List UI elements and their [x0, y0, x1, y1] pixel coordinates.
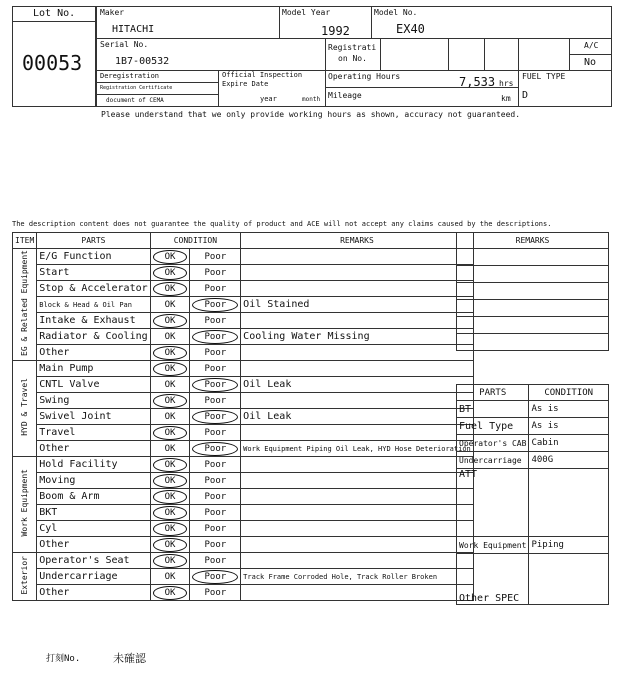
part-name: Operator's Seat — [37, 553, 150, 569]
remark-cell — [241, 489, 474, 505]
poor-option: Poor — [204, 491, 227, 502]
ac-value: No — [584, 57, 597, 68]
header-parts: PARTS — [37, 233, 150, 249]
part-name: Radiator & Cooling — [37, 329, 150, 345]
table-row — [13, 521, 474, 537]
stamp-label: 打刻No. — [46, 654, 81, 664]
part-name: BKT — [37, 505, 150, 521]
poor-circled: Poor — [192, 410, 238, 424]
header-line — [96, 38, 612, 39]
group-label — [13, 457, 37, 553]
spec-row — [457, 452, 609, 469]
mileage-label: Mileage — [328, 91, 362, 100]
serial-value: 1B7-00532 — [115, 56, 170, 67]
condition-table — [12, 232, 474, 601]
poor-circled: Poor — [192, 330, 238, 344]
right-remarks-header: REMARKS — [457, 233, 609, 249]
group-label — [13, 249, 37, 361]
poor-option: Poor — [204, 523, 227, 534]
ok-circled: OK — [153, 346, 188, 360]
condition-ok-cell — [150, 393, 190, 409]
document-cema: document of CEMA — [106, 97, 164, 104]
condition-poor-cell — [190, 553, 241, 569]
group-name: Work Equipment — [20, 469, 30, 537]
part-name: Swivel Joint — [37, 409, 150, 425]
right-remark-blank — [457, 300, 609, 317]
remark-cell: Cooling Water Missing — [241, 329, 474, 345]
poor-option: Poor — [204, 507, 227, 518]
table-row — [13, 297, 474, 313]
working-hours-note: Please understand that we only provide working hours as shown, accuracy not guaranteed. — [101, 110, 521, 119]
condition-ok-cell — [150, 441, 190, 457]
part-name: E/G Function — [37, 249, 150, 265]
right-remark-blank — [457, 317, 609, 334]
table-row — [13, 329, 474, 345]
condition-poor-cell — [190, 377, 241, 393]
spec-condition: Cabin — [529, 435, 609, 452]
table-row — [13, 537, 474, 553]
condition-ok-cell — [150, 553, 190, 569]
header-line — [448, 38, 449, 70]
part-name: Main Pump — [37, 361, 150, 377]
condition-poor-cell — [190, 505, 241, 521]
condition-ok-cell — [150, 585, 190, 601]
header-line — [380, 38, 381, 70]
part-name: Block & Head & Oil Pan — [37, 297, 150, 313]
right-remarks-table — [456, 232, 609, 351]
table-row — [13, 489, 474, 505]
header-remarks: REMARKS — [241, 233, 474, 249]
remark-cell — [241, 457, 474, 473]
right-remark-blank — [457, 283, 609, 300]
poor-circled: Poor — [192, 442, 238, 456]
table-row — [13, 281, 474, 297]
ok-circled: OK — [153, 474, 188, 488]
part-name: CNTL Valve — [37, 377, 150, 393]
condition-poor-cell — [190, 249, 241, 265]
spec-condition: As is — [529, 401, 609, 418]
operating-hours-value: 7,533 — [459, 75, 496, 89]
spec-part: Operator's CAB — [457, 435, 529, 452]
table-row — [13, 457, 474, 473]
operating-hours-label: Operating Hours — [328, 72, 401, 81]
table-row — [13, 553, 474, 569]
condition-ok-cell — [150, 345, 190, 361]
header-line — [569, 54, 612, 55]
lot-divider — [12, 21, 96, 22]
registration-certificate: Registration Certificate — [100, 85, 173, 91]
year-label: year — [260, 95, 277, 103]
table-row — [13, 249, 474, 265]
header-condition: CONDITION — [150, 233, 241, 249]
table-row — [13, 425, 474, 441]
remark-cell — [241, 585, 474, 601]
remark-cell — [241, 393, 474, 409]
condition-poor-cell — [190, 345, 241, 361]
ok-option: OK — [164, 443, 176, 454]
condition-poor-cell — [190, 313, 241, 329]
header-line — [218, 70, 219, 107]
condition-poor-cell — [190, 569, 241, 585]
part-name: Swing — [37, 393, 150, 409]
month-label: month — [302, 96, 321, 103]
ok-circled: OK — [153, 458, 188, 472]
spec-row — [457, 401, 609, 418]
spec-row — [457, 469, 609, 537]
group-label — [13, 361, 37, 457]
ok-circled: OK — [153, 426, 188, 440]
model-year-label: Model Year — [282, 8, 331, 17]
spec-condition — [529, 469, 609, 537]
spec-condition: Piping — [529, 537, 609, 554]
spec-condition — [529, 554, 609, 605]
model-no-label: Model No. — [374, 8, 418, 17]
remark-cell — [241, 265, 474, 281]
group-label — [13, 553, 37, 601]
part-name: Hold Facility — [37, 457, 150, 473]
header-line — [96, 94, 218, 95]
remark-cell — [241, 505, 474, 521]
condition-poor-cell — [190, 441, 241, 457]
remark-cell — [241, 313, 474, 329]
spec-part: Undercarriage — [457, 452, 529, 469]
remark-cell — [241, 345, 474, 361]
ok-circled: OK — [153, 250, 188, 264]
poor-option: Poor — [204, 475, 227, 486]
poor-option: Poor — [204, 427, 227, 438]
header-line — [371, 6, 372, 38]
condition-poor-cell — [190, 361, 241, 377]
table-row — [13, 313, 474, 329]
spec-parts-header: PARTS — [457, 385, 529, 401]
table-row — [13, 569, 474, 585]
ok-circled: OK — [153, 362, 188, 376]
spec-row — [457, 418, 609, 435]
poor-option: Poor — [204, 395, 227, 406]
ok-circled: OK — [153, 490, 188, 504]
header-line — [484, 38, 485, 70]
ok-option: OK — [164, 331, 176, 342]
header-item: ITEM — [13, 233, 37, 249]
condition-ok-cell — [150, 249, 190, 265]
header-line — [96, 70, 612, 71]
header-line — [96, 82, 218, 83]
ok-option: OK — [164, 299, 176, 310]
poor-option: Poor — [204, 251, 227, 262]
poor-option: Poor — [204, 267, 227, 278]
spec-row — [457, 537, 609, 554]
ok-circled: OK — [153, 554, 188, 568]
ok-option: OK — [164, 571, 176, 582]
remark-cell — [241, 553, 474, 569]
condition-poor-cell — [190, 297, 241, 313]
part-name: Other — [37, 537, 150, 553]
condition-ok-cell — [150, 265, 190, 281]
group-name: Exterior — [20, 555, 30, 595]
part-name: Stop & Accelerator — [37, 281, 150, 297]
part-name: Cyl — [37, 521, 150, 537]
right-remark-blank — [457, 334, 609, 351]
table-row — [13, 265, 474, 281]
poor-option: Poor — [204, 539, 227, 550]
maker-value: HITACHI — [112, 24, 155, 35]
condition-poor-cell — [190, 473, 241, 489]
condition-poor-cell — [190, 409, 241, 425]
condition-ok-cell — [150, 505, 190, 521]
poor-option: Poor — [204, 283, 227, 294]
lot-number: 00053 — [22, 51, 83, 75]
km-unit: km — [501, 94, 511, 103]
spec-part: Fuel Type — [457, 418, 529, 435]
spec-part: ATT — [457, 469, 529, 537]
condition-poor-cell — [190, 393, 241, 409]
spec-row — [457, 435, 609, 452]
header-line — [518, 38, 519, 107]
table-row — [13, 505, 474, 521]
condition-ok-cell — [150, 569, 190, 585]
header-line — [279, 6, 280, 38]
table-row — [13, 377, 474, 393]
remark-cell: Work Equipment Piping Oil Leak, HYD Hose Deterioration — [241, 441, 474, 457]
remark-cell — [241, 361, 474, 377]
poor-circled: Poor — [192, 570, 238, 584]
part-name: Boom & Arm — [37, 489, 150, 505]
remark-cell — [241, 249, 474, 265]
poor-option: Poor — [204, 363, 227, 374]
condition-poor-cell — [190, 537, 241, 553]
spec-row — [457, 554, 609, 605]
fuel-type-label: FUEL TYPE — [522, 72, 566, 81]
condition-ok-cell — [150, 457, 190, 473]
header-line — [325, 38, 326, 107]
condition-poor-cell — [190, 489, 241, 505]
condition-ok-cell — [150, 297, 190, 313]
spec-condition: 400G — [529, 452, 609, 469]
remark-cell — [241, 521, 474, 537]
model-no-value: EX40 — [396, 22, 425, 36]
remark-cell — [241, 281, 474, 297]
poor-circled: Poor — [192, 378, 238, 392]
table-header-row — [13, 233, 474, 249]
condition-poor-cell — [190, 425, 241, 441]
condition-poor-cell — [190, 265, 241, 281]
disclaimer: The description content does not guarantee the quality of product and ACE will not accept any claims caused by the descriptions. — [12, 220, 552, 228]
condition-poor-cell — [190, 521, 241, 537]
condition-ok-cell — [150, 377, 190, 393]
part-name: Undercarriage — [37, 569, 150, 585]
condition-ok-cell — [150, 425, 190, 441]
part-name: Other — [37, 345, 150, 361]
model-year-value: 1992 — [321, 24, 350, 38]
group-name: EG & Related Equipment — [20, 250, 30, 356]
table-row — [13, 345, 474, 361]
poor-option: Poor — [204, 587, 227, 598]
ok-circled: OK — [153, 266, 188, 280]
condition-ok-cell — [150, 281, 190, 297]
remark-cell — [241, 425, 474, 441]
inspection-label-1: Official Inspection — [222, 71, 303, 79]
condition-ok-cell — [150, 329, 190, 345]
table-row — [13, 361, 474, 377]
deregistration-label: Deregistration — [100, 72, 160, 80]
condition-poor-cell — [190, 585, 241, 601]
table-row — [13, 393, 474, 409]
table-row — [13, 585, 474, 601]
spec-condition-header: CONDITION — [529, 385, 609, 401]
ok-circled: OK — [153, 522, 188, 536]
remark-cell: Oil Leak — [241, 377, 474, 393]
part-name: Moving — [37, 473, 150, 489]
poor-option: Poor — [204, 555, 227, 566]
part-name: Other — [37, 441, 150, 457]
ac-label: A/C — [584, 41, 599, 50]
stamp-value: 未確認 — [113, 652, 146, 665]
condition-ok-cell — [150, 537, 190, 553]
part-name: Other — [37, 585, 150, 601]
right-remark-blank — [457, 266, 609, 283]
part-name: Start — [37, 265, 150, 281]
remark-cell — [241, 537, 474, 553]
ok-circled: OK — [153, 586, 188, 600]
maker-label: Maker — [100, 8, 125, 17]
group-name: HYD & Travel — [20, 378, 30, 436]
lot-label: Lot No. — [33, 8, 76, 19]
spec-table — [456, 384, 609, 605]
ok-circled: OK — [153, 314, 188, 328]
condition-ok-cell — [150, 473, 190, 489]
ok-option: OK — [164, 411, 176, 422]
condition-ok-cell — [150, 409, 190, 425]
remark-cell: Oil Leak — [241, 409, 474, 425]
part-name: Travel — [37, 425, 150, 441]
ok-option: OK — [164, 379, 176, 390]
spec-part: Work Equipment — [457, 537, 529, 554]
serial-label: Serial No. — [100, 40, 149, 49]
spec-condition: As is — [529, 418, 609, 435]
poor-option: Poor — [204, 347, 227, 358]
condition-poor-cell — [190, 329, 241, 345]
condition-ok-cell — [150, 361, 190, 377]
inspection-label-2: Expire Date — [222, 80, 269, 88]
registration-label-2: on No. — [338, 54, 367, 63]
table-row — [13, 409, 474, 425]
condition-ok-cell — [150, 521, 190, 537]
condition-ok-cell — [150, 313, 190, 329]
condition-ok-cell — [150, 489, 190, 505]
ok-circled: OK — [153, 282, 188, 296]
fuel-type-value: D — [522, 90, 529, 101]
ok-circled: OK — [153, 538, 188, 552]
poor-option: Poor — [204, 459, 227, 470]
poor-option: Poor — [204, 315, 227, 326]
condition-poor-cell — [190, 457, 241, 473]
remark-cell: Track Frame Corroded Hole, Track Roller Broken — [241, 569, 474, 585]
hrs-unit: hrs — [499, 79, 514, 88]
remark-cell: Oil Stained — [241, 297, 474, 313]
right-remark-blank — [457, 249, 609, 266]
part-name: Intake & Exhaust — [37, 313, 150, 329]
spec-part: Other SPEC — [457, 554, 529, 605]
table-row — [13, 473, 474, 489]
spec-part: BT — [457, 401, 529, 418]
ok-circled: OK — [153, 506, 188, 520]
remark-cell — [241, 473, 474, 489]
condition-poor-cell — [190, 281, 241, 297]
table-row — [13, 441, 474, 457]
ok-circled: OK — [153, 394, 188, 408]
registration-label-1: Registrati — [328, 43, 377, 52]
poor-circled: Poor — [192, 298, 238, 312]
